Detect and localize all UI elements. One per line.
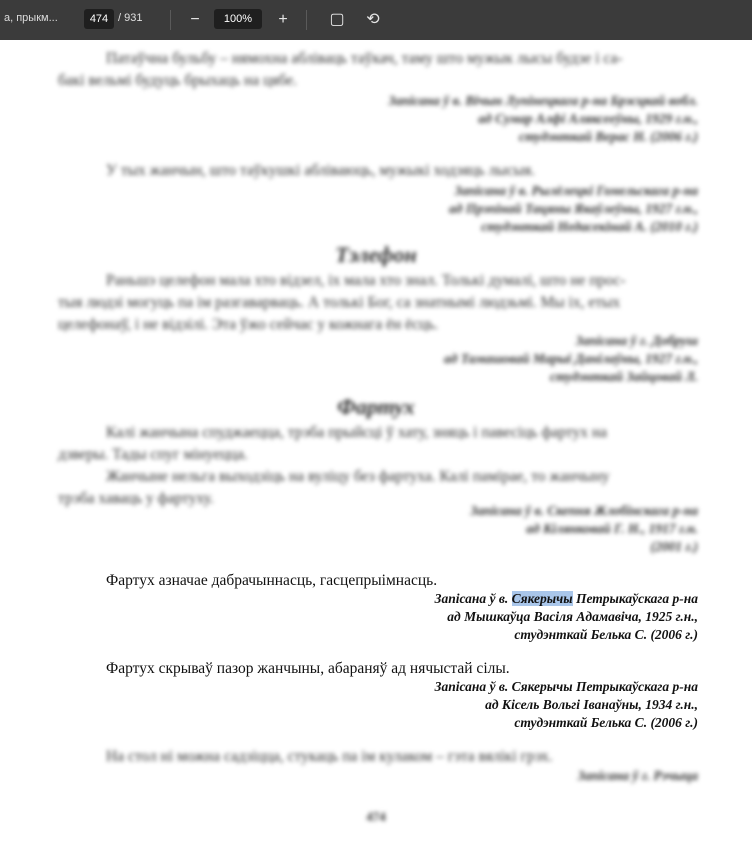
zoom-level-input[interactable]: 100% [214, 9, 262, 29]
toolbar-divider [306, 10, 307, 30]
pdf-toolbar [0, 0, 752, 40]
citation: Запісана ў в. Скепня Жлобінскага р-на [470, 503, 698, 518]
citation: ад Тамашовай Марыі Данілаўны, 1927 г.н., [443, 351, 698, 366]
paragraph: Патаўчна бульбу – нямохна абліваць таўкач, таму што мужык лысы будзе і са- [106, 50, 623, 67]
citation[interactable] [435, 590, 698, 608]
citation: студэнткай Верас Н. (2006 г.) [518, 129, 698, 144]
citation: студэнткай Зайцовай Л. [550, 369, 698, 384]
citation: ад Сумар Алфі Аляксееўны, 1929 г.н., [478, 111, 698, 126]
paragraph: Жанчыне нельга выходзіць на вуліцу без фартуха. Калі памірае, то жанчыну [106, 468, 610, 485]
citation: Запісана ў в. Вічын Лупінецкага р-на Брэсцкай вобл. [388, 93, 698, 108]
citation-text: Запісана ў в. [434, 591, 512, 606]
citation[interactable]: студэнткай Белька С. (2006 г.) [514, 715, 698, 730]
citation: Запісана ў г. Рэчыца [577, 768, 698, 783]
citation[interactable]: ад Мышкаўца Васіля Адамавіча, 1925 г.н., [447, 609, 698, 624]
paragraph[interactable]: Фартух азначае дабрачыннасць, гасцепрыімнасць. [106, 572, 438, 589]
citation: Запісана ў в. Рылёлецкі Гомельскага р-на [454, 183, 698, 198]
paragraph: Калі жанчына спуджаецца, трэба прыйсці ў хату, зняць і павесіць фартух на [106, 424, 608, 441]
paragraph: На стол ні можна садзіцца, стукаць па ім кулаком – гэта вялікі грэх. [106, 748, 553, 765]
citation[interactable]: Запісана ў в. Сякерычы Петрыкаўскага р-на [434, 679, 698, 694]
citation: (2001 г.) [650, 539, 698, 554]
citation[interactable]: студэнткай Белька С. (2006 г.) [514, 627, 698, 642]
page-number: 474 [366, 809, 386, 824]
paragraph: дзверы. Тады спуг мінуецца. [58, 446, 248, 463]
selected-text[interactable]: Сякерычы [511, 591, 573, 606]
fit-page-icon[interactable]: ▢ [329, 11, 345, 28]
paragraph: целефонаў, і не відзілі. Эта ўжо сейчас у кожнага ён ёсць. [58, 316, 439, 333]
total-pages: / 931 [118, 12, 143, 24]
citation: студэнткай Недасекінай А. (2010 г.) [481, 219, 698, 234]
section-heading: Фартух [337, 394, 415, 419]
zoom-in-button[interactable]: + [278, 11, 288, 28]
page-number-input[interactable]: 474 [84, 9, 114, 29]
zoom-out-button[interactable]: − [190, 11, 200, 28]
pdf-page [0, 40, 752, 847]
paragraph: бакі вельмі будуць брыхаць на цябе. [58, 72, 297, 89]
paragraph: тыя людзі могуць па ім разгаварваць. А толькі Бог, са знатнымі людзьмі. Мы іх, етых [58, 294, 621, 311]
section-heading: Тэлефон [335, 242, 417, 267]
citation: ад Прэпінай Тацяны Якаўлеўны, 1927 г.н., [449, 201, 698, 216]
citation[interactable]: ад Кісель Вольгі Іванаўны, 1934 г.н., [485, 697, 698, 712]
document-title: а, прыкм... [4, 12, 58, 24]
citation: Запісана ў г. Добруш [575, 333, 698, 348]
paragraph: У тых жанчын, што таўкушкі абліваюць, мужыкі ходзяць лысыя. [106, 162, 536, 179]
paragraph: трэба хаваць у фартуху. [58, 490, 214, 507]
citation: ад Кілянковай Г. Н., 1917 г.н. [526, 521, 698, 536]
paragraph[interactable]: Фартух скрываў пазор жанчыны, абараняў ад нячыстай сілы. [106, 660, 510, 677]
toolbar-divider [170, 10, 171, 30]
citation-text: Петрыкаўскага р-на [572, 591, 698, 606]
paragraph: Раньшэ целефон мала хто відзел, іх мала хто знал. Толькі думалі, што не прос- [106, 272, 626, 289]
rotate-icon[interactable]: ⟲ [366, 11, 380, 28]
